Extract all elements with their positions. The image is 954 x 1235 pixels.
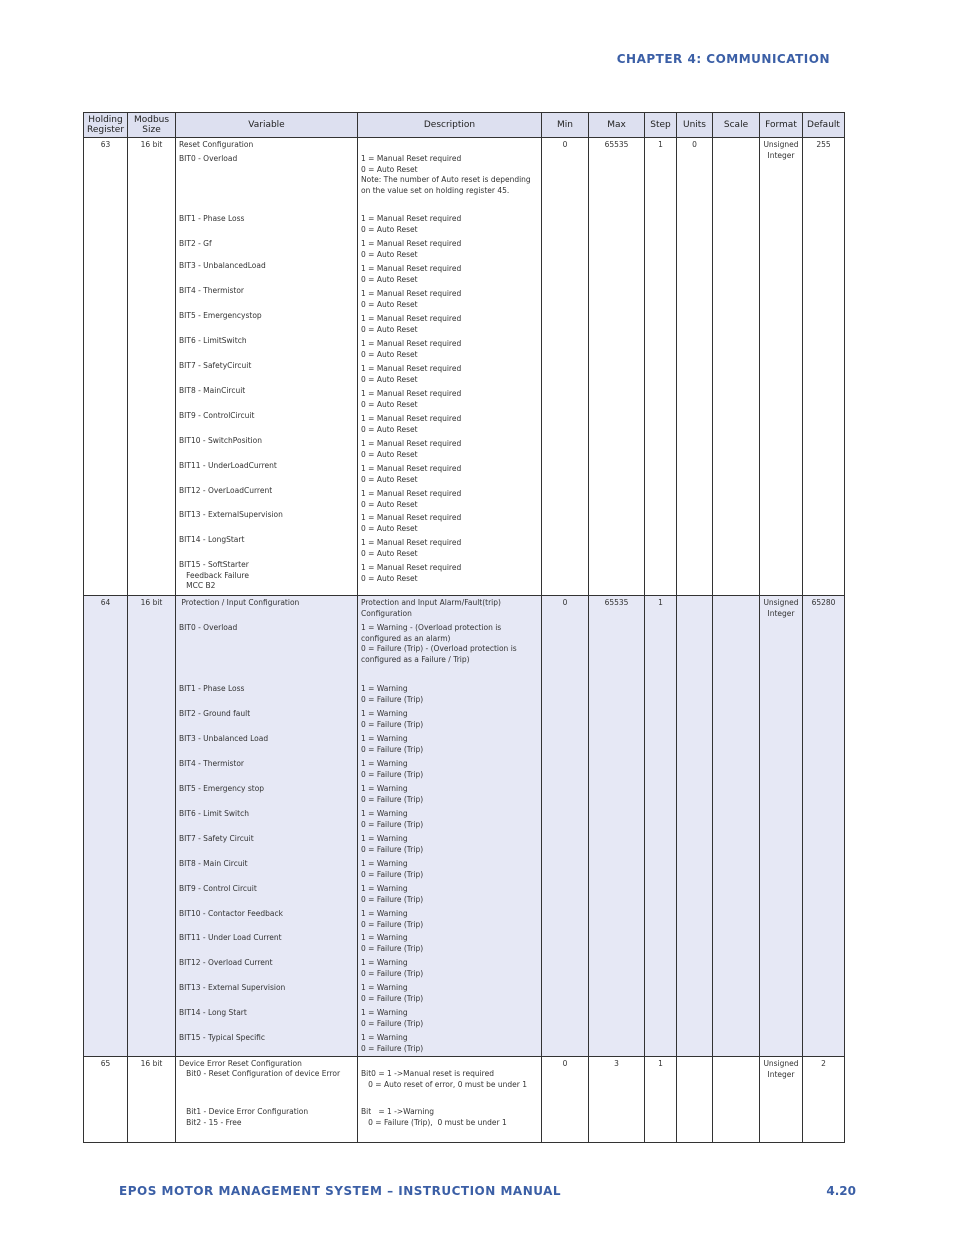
variable-text: BIT8 - MainCircuit: [179, 386, 246, 395]
description-text: 1 = Manual Reset required 0 = Auto Reset: [361, 389, 462, 409]
description-text: 1 = Manual Reset required 0 = Auto Reset: [361, 314, 462, 334]
description-text: 1 = Warning 0 = Failure (Trip): [361, 933, 424, 953]
variable-text: BIT14 - LongStart: [179, 535, 245, 544]
description-text: 1 = Warning 0 = Failure (Trip): [361, 983, 424, 1003]
description-text: 1 = Manual Reset required 0 = Auto Reset: [361, 339, 462, 359]
description-text: [361, 140, 538, 154]
variable-text: BIT12 - Overload Current: [179, 958, 273, 967]
description-text: 1 = Warning - (Overload protection is configured as an alarm) 0 = Failure (Trip) - (Overload protection is configured as a Failure / Trip): [361, 623, 517, 664]
variable-text: Bit0 - Reset Configuration of device Error: [179, 1069, 341, 1078]
description-cell: [358, 1057, 542, 1143]
default-cell: 65280: [803, 596, 845, 1057]
variable-text: BIT10 - SwitchPosition: [179, 436, 262, 445]
description-text: Protection and Input Alarm/Fault(trip) Configuration: [361, 598, 501, 618]
variable-cell: [176, 596, 358, 1057]
description-text: 1 = Warning 0 = Failure (Trip): [361, 958, 424, 978]
column-header: Scale: [713, 113, 760, 138]
description-text: Bit = 1 ->Warning 0 = Failure (Trip), 0 must be under 1: [361, 1107, 507, 1127]
variable-text: BIT5 - Emergency stop: [179, 784, 265, 793]
description-text: Bit0 = 1 ->Manual reset is required 0 = Auto reset of error, 0 must be under 1: [361, 1069, 528, 1089]
variable-text: BIT9 - Control Circuit: [179, 884, 257, 893]
size-cell: 16 bit: [128, 596, 176, 1057]
min-cell: 0: [542, 596, 589, 1057]
description-text: 1 = Manual Reset required 0 = Auto Reset: [361, 538, 462, 558]
variable-text: BIT6 - Limit Switch: [179, 809, 249, 818]
variable-text: BIT3 - Unbalanced Load: [179, 734, 269, 743]
description-text: 1 = Manual Reset required 0 = Auto Reset Note: The number of Auto reset is depending on the value set on holding register 45.: [361, 154, 531, 195]
description-text: 1 = Manual Reset required 0 = Auto Reset: [361, 239, 462, 259]
variable-text: BIT10 - Contactor Feedback: [179, 909, 283, 918]
column-header: Variable: [176, 113, 358, 138]
description-text: 1 = Manual Reset required 0 = Auto Reset: [361, 364, 462, 384]
format-cell: Unsigned Integer: [760, 596, 803, 1057]
description-text: [361, 1059, 538, 1069]
variable-cell: [176, 1057, 358, 1143]
description-text: 1 = Warning 0 = Failure (Trip): [361, 1033, 424, 1053]
description-text: 1 = Manual Reset required 0 = Auto Reset: [361, 414, 462, 434]
variable-text: Protection / Input Configuration: [179, 598, 300, 607]
variable-text: BIT3 - UnbalancedLoad: [179, 261, 266, 270]
description-text: 1 = Warning 0 = Failure (Trip): [361, 734, 424, 754]
column-header: Holding Register: [84, 113, 128, 138]
variable-text: BIT0 - Overload: [179, 154, 238, 163]
description-text: 1 = Warning 0 = Failure (Trip): [361, 684, 424, 704]
chapter-heading: CHAPTER 4: COMMUNICATION: [616, 52, 830, 66]
step-cell: 1: [645, 138, 677, 596]
variable-text: BIT15 - SoftStarter Feedback Failure MCC B2: [179, 560, 249, 590]
column-header: Default: [803, 113, 845, 138]
format-cell: Unsigned Integer: [760, 1057, 803, 1143]
description-cell: [358, 596, 542, 1057]
description-text: 1 = Warning 0 = Failure (Trip): [361, 1008, 424, 1028]
variable-text: BIT2 - Gf: [179, 239, 212, 248]
max-cell: 3: [589, 1057, 645, 1143]
table-row: [84, 596, 845, 1057]
column-header: Format: [760, 113, 803, 138]
step-cell: 1: [645, 596, 677, 1057]
format-cell: Unsigned Integer: [760, 138, 803, 596]
variable-text: BIT12 - OverLoadCurrent: [179, 486, 273, 495]
description-text: 1 = Warning 0 = Failure (Trip): [361, 759, 424, 779]
size-cell: 16 bit: [128, 1057, 176, 1143]
default-cell: 255: [803, 138, 845, 596]
variable-text: Bit1 - Device Error Configuration Bit2 - 15 - Free: [186, 1107, 309, 1127]
variable-text: BIT15 - Typical Specific: [179, 1033, 266, 1042]
variable-cell: [176, 138, 358, 596]
size-cell: 16 bit: [128, 138, 176, 596]
column-header: Max: [589, 113, 645, 138]
description-text: 1 = Warning 0 = Failure (Trip): [361, 709, 424, 729]
scale-cell: [713, 138, 760, 596]
variable-text: BIT6 - LimitSwitch: [179, 336, 247, 345]
scale-cell: [713, 1057, 760, 1143]
variable-text: Reset Configuration: [179, 140, 254, 149]
footer-title: EPOS MOTOR MANAGEMENT SYSTEM – INSTRUCTION MANUAL: [119, 1184, 562, 1198]
description-text: 1 = Warning 0 = Failure (Trip): [361, 784, 424, 804]
description-text: 1 = Warning 0 = Failure (Trip): [361, 809, 424, 829]
description-text: 1 = Warning 0 = Failure (Trip): [361, 834, 424, 854]
variable-text: BIT4 - Thermistor: [179, 286, 244, 295]
variable-text: BIT2 - Ground fault: [179, 709, 251, 718]
description-text: 1 = Warning 0 = Failure (Trip): [361, 909, 424, 929]
column-header: Min: [542, 113, 589, 138]
description-text: 1 = Manual Reset required 0 = Auto Reset: [361, 264, 462, 284]
scale-cell: [713, 596, 760, 1057]
variable-text: BIT13 - ExternalSupervision: [179, 510, 283, 519]
variable-text: BIT9 - ControlCircuit: [179, 411, 255, 420]
variable-text: BIT8 - Main Circuit: [179, 859, 248, 868]
description-text: 1 = Manual Reset required 0 = Auto Reset: [361, 563, 462, 583]
variable-text: BIT7 - SafetyCircuit: [179, 361, 252, 370]
variable-text: BIT5 - Emergencystop: [179, 311, 262, 320]
units-cell: [677, 596, 713, 1057]
description-text: 1 = Manual Reset required 0 = Auto Reset: [361, 464, 462, 484]
page-number: 4.20: [826, 1184, 856, 1198]
register-cell: 65: [84, 1057, 128, 1143]
holding-register-table: [83, 112, 845, 1143]
variable-text: BIT11 - Under Load Current: [179, 933, 282, 942]
description-text: 1 = Manual Reset required 0 = Auto Reset: [361, 214, 462, 234]
description-text: 1 = Manual Reset required 0 = Auto Reset: [361, 489, 462, 509]
column-header: Step: [645, 113, 677, 138]
table-row: [84, 1057, 845, 1143]
default-cell: 2: [803, 1057, 845, 1143]
max-cell: 65535: [589, 596, 645, 1057]
table-header-row: [84, 113, 845, 138]
variable-text: BIT1 - Phase Loss: [179, 214, 245, 223]
register-cell: 64: [84, 596, 128, 1057]
variable-text: BIT4 - Thermistor: [179, 759, 244, 768]
description-cell: [358, 138, 542, 596]
column-header: Units: [677, 113, 713, 138]
variable-text: BIT14 - Long Start: [179, 1008, 247, 1017]
variable-text: Device Error Reset Configuration: [179, 1059, 302, 1068]
step-cell: 1: [645, 1057, 677, 1143]
variable-text: BIT1 - Phase Loss: [179, 684, 245, 693]
variable-text: BIT11 - UnderLoadCurrent: [179, 461, 277, 470]
units-cell: 0: [677, 138, 713, 596]
table-row: [84, 138, 845, 596]
description-text: 1 = Warning 0 = Failure (Trip): [361, 859, 424, 879]
column-header: Description: [358, 113, 542, 138]
description-text: 1 = Warning 0 = Failure (Trip): [361, 884, 424, 904]
max-cell: 65535: [589, 138, 645, 596]
description-text: 1 = Manual Reset required 0 = Auto Reset: [361, 289, 462, 309]
min-cell: 0: [542, 138, 589, 596]
variable-text: BIT13 - External Supervision: [179, 983, 286, 992]
variable-text: BIT7 - Safety Circuit: [179, 834, 254, 843]
units-cell: [677, 1057, 713, 1143]
column-header: Modbus Size: [128, 113, 176, 138]
min-cell: 0: [542, 1057, 589, 1143]
description-text: 1 = Manual Reset required 0 = Auto Reset: [361, 439, 462, 459]
variable-text: BIT0 - Overload: [179, 623, 238, 632]
register-cell: 63: [84, 138, 128, 596]
description-text: 1 = Manual Reset required 0 = Auto Reset: [361, 513, 462, 533]
